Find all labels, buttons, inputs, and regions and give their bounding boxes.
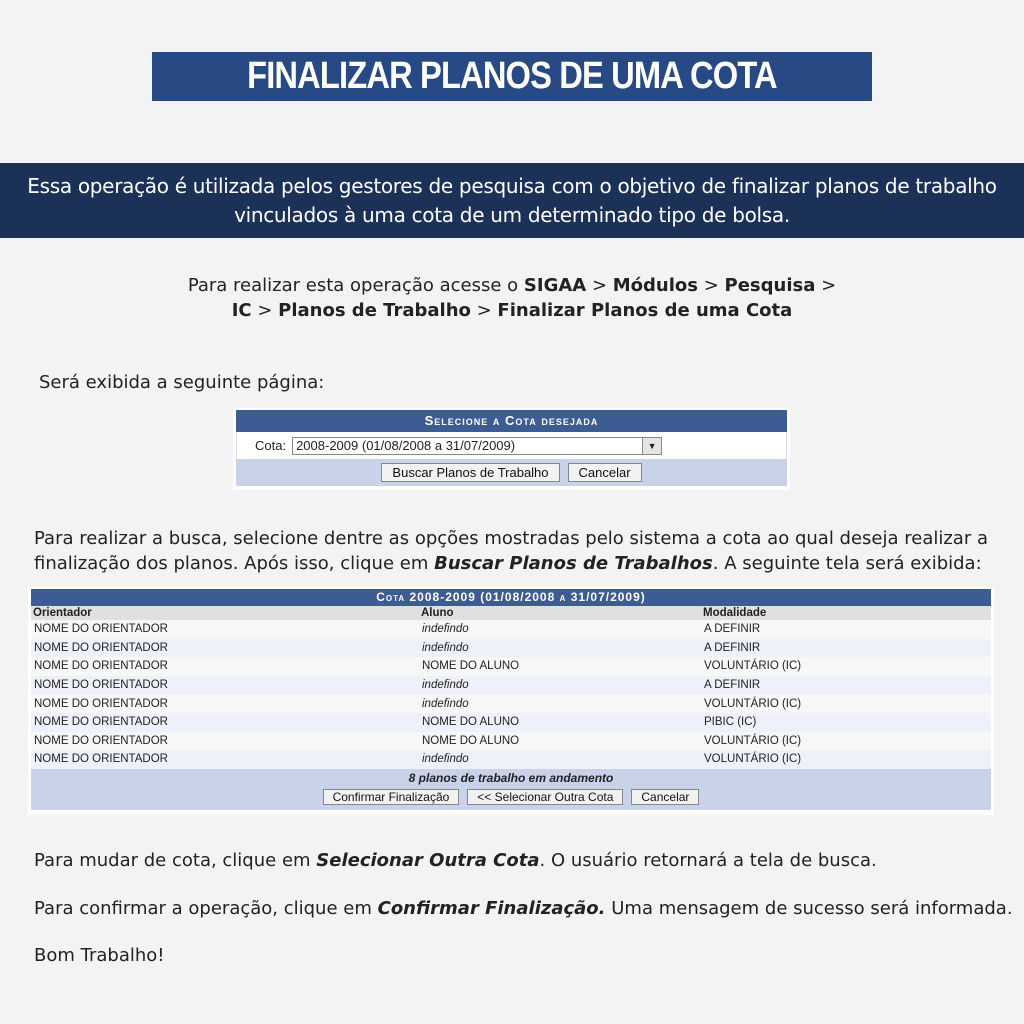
intro-banner: [0, 163, 1024, 238]
search-instructions: [34, 526, 1009, 576]
aluno-cell: NOME DO ALUNO: [419, 732, 701, 751]
modalidade-cell: A DEFINIR: [701, 620, 991, 639]
cancel-button[interactable]: Cancelar: [631, 789, 699, 805]
aluno-cell: NOME DO ALUNO: [419, 657, 701, 676]
table-header-row: [31, 606, 991, 620]
search-plans-button[interactable]: Buscar Planos de Trabalho: [381, 463, 559, 482]
intro-text: Essa operação é utilizada pelos gestores de pesquisa com o objetivo de finalizar planos de trabalho vinculados à uma cota de um determinado tipo de bolsa.: [27, 173, 997, 227]
path-step: Planos de Trabalho: [278, 300, 471, 321]
path-step: Módulos: [612, 275, 698, 296]
table-row: [31, 620, 991, 639]
modalidade-cell: A DEFINIR: [701, 676, 991, 695]
orientador-cell: NOME DO ORIENTADOR: [31, 713, 419, 732]
modalidade-cell: A DEFINIR: [701, 639, 991, 658]
modalidade-cell: VOLUNTÁRIO (IC): [701, 694, 991, 713]
quota-select-value: 2008-2009 (01/08/2008 a 31/07/2009): [296, 438, 516, 453]
change-text-part2: . O usuário retornará a tela de busca.: [539, 850, 877, 871]
table-row: [31, 694, 991, 713]
search-text-bold: Buscar Planos de Trabalhos: [434, 553, 713, 574]
quota-select[interactable]: [292, 437, 662, 455]
table-footer: [31, 769, 991, 810]
plans-table-panel: [28, 587, 994, 815]
table-row: [31, 750, 991, 769]
orientador-cell: NOME DO ORIENTADOR: [31, 676, 419, 695]
aluno-cell: indefindo: [419, 750, 701, 769]
modalidade-cell: PIBIC (IC): [701, 713, 991, 732]
cancel-button[interactable]: Cancelar: [568, 463, 642, 482]
chevron-down-icon[interactable]: ▼: [642, 438, 661, 454]
table-row: [31, 657, 991, 676]
modalidade-cell: VOLUNTÁRIO (IC): [701, 657, 991, 676]
select-quota-form: [233, 408, 790, 490]
closing-text: Bom Trabalho!: [34, 945, 165, 966]
quota-label: Cota:: [255, 438, 287, 453]
orientador-cell: NOME DO ORIENTADOR: [31, 694, 419, 713]
table-row: [31, 676, 991, 695]
page-title: FINALIZAR PLANOS DE UMA COTA: [247, 55, 777, 97]
confirm-text-bold: Confirmar Finalização.: [377, 898, 606, 919]
aluno-cell: NOME DO ALUNO: [419, 713, 701, 732]
search-text-part1: Para realizar a busca, selecione dentre as opções mostradas pelo sistema a cota ao qual deseja realizar a finalização dos planos. Após isso, clique em: [34, 528, 988, 574]
aluno-cell: indefindo: [419, 676, 701, 695]
plans-count: 8 planos de trabalho em andamento: [408, 770, 614, 785]
orientador-cell: NOME DO ORIENTADOR: [31, 639, 419, 658]
path-prefix: Para realizar esta operação acesse o: [187, 275, 519, 296]
confirm-text-part2: Uma mensagem de sucesso será informada.: [611, 898, 1013, 919]
modalidade-cell: VOLUNTÁRIO (IC): [701, 750, 991, 769]
search-text-part2: . A seguinte tela será exibida:: [712, 553, 982, 574]
confirm-text: [34, 896, 1013, 921]
path-step: SIGAA: [523, 275, 587, 296]
orientador-cell: NOME DO ORIENTADOR: [31, 732, 419, 751]
select-other-quota-button[interactable]: << Selecionar Outra Cota: [467, 789, 623, 805]
table-row: [31, 713, 991, 732]
path-step: IC: [231, 300, 252, 321]
page-shown-text: Será exibida a seguinte página:: [39, 372, 325, 393]
confirm-text-part1: Para confirmar a operação, clique em: [34, 898, 372, 919]
change-quota-text: [34, 848, 877, 873]
quota-row: [236, 432, 787, 459]
plans-table: [31, 606, 991, 769]
confirm-finalization-button[interactable]: Confirmar Finalização: [323, 789, 460, 805]
change-text-bold: Selecionar Outra Cota: [316, 850, 540, 871]
orientador-cell: NOME DO ORIENTADOR: [31, 657, 419, 676]
table-row: [31, 639, 991, 658]
path-step: Pesquisa: [724, 275, 816, 296]
navigation-path: Para realizar esta operação acesse o SIGAA > Módulos > Pesquisa > IC > Planos de Trabalho > Finalizar Planos de uma Cota: [187, 275, 837, 321]
aluno-cell: indefindo: [419, 694, 701, 713]
column-header: Modalidade: [701, 606, 991, 620]
table-row: [31, 732, 991, 751]
modalidade-cell: VOLUNTÁRIO (IC): [701, 732, 991, 751]
path-step: Finalizar Planos de uma Cota: [497, 300, 793, 321]
orientador-cell: NOME DO ORIENTADOR: [31, 750, 419, 769]
change-text-part1: Para mudar de cota, clique em: [34, 850, 311, 871]
aluno-cell: indefindo: [419, 620, 701, 639]
orientador-cell: NOME DO ORIENTADOR: [31, 620, 419, 639]
form-caption: Selecione a Cota desejada: [236, 410, 787, 432]
aluno-cell: indefindo: [419, 639, 701, 658]
title-banner: [152, 52, 872, 101]
table-caption: Cota 2008-2009 (01/08/2008 a 31/07/2009): [31, 589, 991, 606]
form-footer: [236, 459, 787, 486]
column-header: Aluno: [419, 606, 701, 620]
column-header: Orientador: [31, 606, 419, 620]
